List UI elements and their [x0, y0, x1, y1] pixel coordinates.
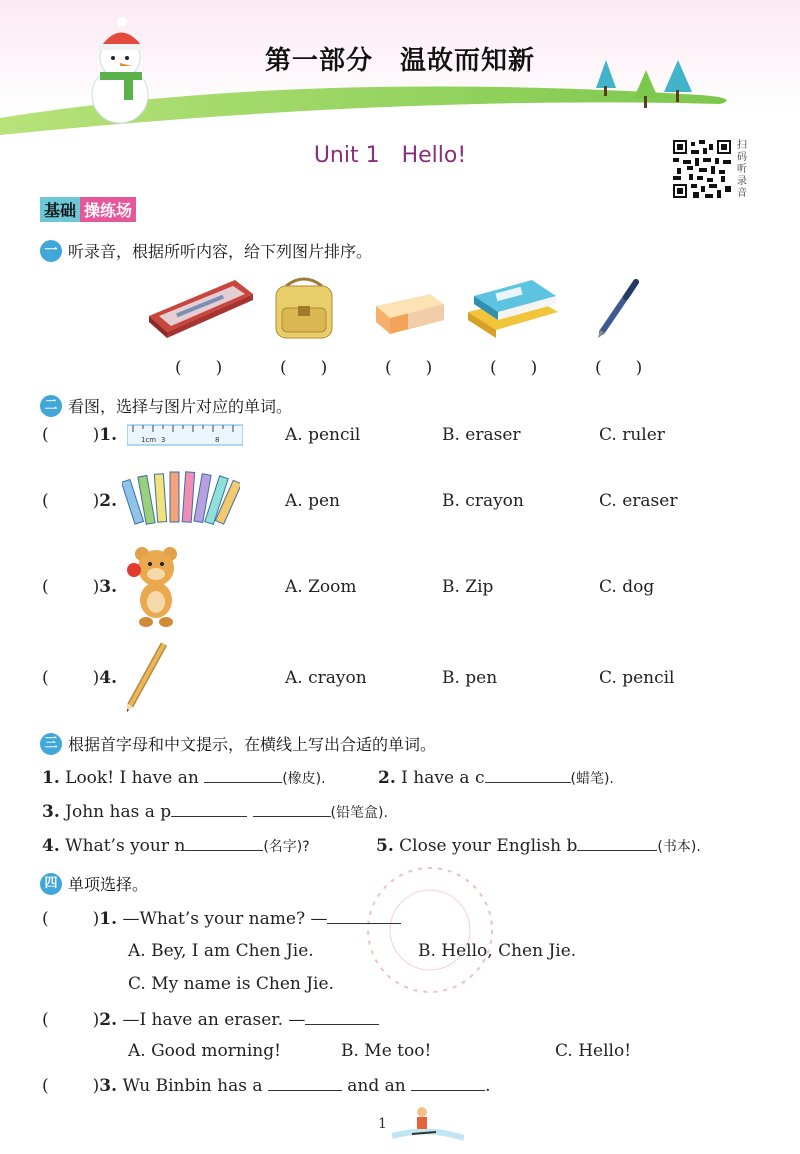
- section4-title: 单项选择。: [68, 875, 149, 894]
- option-b[interactable]: B. crayon: [442, 491, 524, 511]
- pen-image: [594, 276, 644, 340]
- option-a[interactable]: A. pen: [285, 491, 340, 511]
- option-b[interactable]: B. Zip: [442, 577, 494, 597]
- option-b[interactable]: B. Hello, Chen Jie.: [418, 941, 577, 961]
- page-number: 1: [378, 1116, 387, 1132]
- question-text: Wu Binbin has a: [122, 1076, 263, 1096]
- answer-blank[interactable]: [327, 907, 401, 924]
- option-c[interactable]: C. My name is Chen Jie.: [128, 974, 334, 994]
- question-number: 1.: [99, 909, 118, 929]
- question-text: —I have an eraser. —: [122, 1010, 306, 1030]
- section4-number: 四: [40, 873, 62, 895]
- question-text: Look! I have an: [65, 768, 199, 788]
- publisher-stamp-watermark: [355, 855, 505, 1005]
- section2-number: 二: [40, 395, 62, 417]
- qr-label-char: 听: [737, 164, 747, 175]
- question-text: —What’s your name? —: [122, 909, 328, 929]
- option-c[interactable]: C. pencil: [599, 668, 675, 688]
- basic-practice-badge: [40, 197, 136, 221]
- question-number: 2.: [99, 1010, 118, 1030]
- question-number: 4.: [99, 668, 118, 688]
- ruler-label: 3: [161, 436, 166, 444]
- answer-blank[interactable]: [411, 1074, 485, 1091]
- order-parens-5[interactable]: ( ): [595, 358, 643, 378]
- section1-number: 一: [40, 240, 62, 262]
- fill-question-4: [42, 834, 310, 856]
- unit-title: Unit 1 Hello!: [313, 143, 467, 168]
- order-parens-4[interactable]: ( ): [490, 358, 538, 378]
- answer-parens[interactable]: ( )2.: [42, 491, 118, 511]
- fill-question-2: [378, 766, 614, 788]
- section1-title: 听录音，根据所听内容，给下列图片排序。: [68, 242, 373, 261]
- question-text: Close your English b: [399, 836, 578, 856]
- answer-parens[interactable]: ( )1.: [42, 425, 118, 445]
- question-number: 3.: [99, 577, 118, 597]
- choice-question-1: ( )1. —What’s your name? —: [42, 907, 401, 929]
- section2-heading: [40, 394, 292, 417]
- question-number: 3.: [42, 802, 60, 822]
- order-parens-3[interactable]: ( ): [385, 358, 433, 378]
- option-b[interactable]: B. Me too!: [341, 1041, 432, 1061]
- question-number: 2.: [378, 768, 396, 788]
- answer-blank[interactable]: [305, 1008, 379, 1025]
- option-c[interactable]: C. ruler: [599, 425, 665, 445]
- pencil-image: [122, 640, 172, 714]
- option-b[interactable]: B. eraser: [442, 425, 521, 445]
- chinese-hint: (蜡笔).: [570, 771, 614, 787]
- chinese-hint: (书本).: [657, 839, 701, 855]
- choice-question-2: ( )2. —I have an eraser. —: [42, 1008, 379, 1030]
- question-text: What’s your n: [65, 836, 186, 856]
- schoolbag-image: [268, 276, 340, 342]
- option-c[interactable]: C. eraser: [599, 491, 678, 511]
- choice-question-3: ( )3. Wu Binbin has a and an .: [42, 1076, 491, 1096]
- chinese-hint: (名字)?: [263, 839, 310, 855]
- option-a[interactable]: A. Zoom: [285, 577, 357, 597]
- qr-label: [735, 140, 749, 200]
- question-number: 1.: [42, 768, 60, 788]
- ruler-image: [127, 424, 243, 446]
- eraser-image: [372, 290, 448, 336]
- fill-question-5: [376, 834, 701, 856]
- skier-icon: [392, 1102, 464, 1142]
- fill-question-1: [42, 766, 326, 788]
- qr-label-char: 扫: [737, 140, 747, 151]
- answer-parens[interactable]: ( )3.: [42, 577, 118, 597]
- question-number: 1.: [99, 425, 118, 445]
- qr-code-icon[interactable]: [673, 140, 731, 198]
- chinese-hint: (橡皮).: [282, 771, 326, 787]
- section1-heading: [40, 239, 372, 262]
- option-a[interactable]: A. Good morning!: [128, 1041, 281, 1061]
- question-text: John has a p: [65, 802, 172, 822]
- option-a[interactable]: A. pencil: [285, 425, 361, 445]
- option-a[interactable]: A. Bey, I am Chen Jie.: [128, 941, 314, 961]
- ruler-label: 8: [215, 436, 220, 444]
- qr-label-char: 录: [737, 176, 747, 187]
- chinese-hint: (铅笔盒).: [330, 805, 388, 821]
- section3-number: 三: [40, 733, 62, 755]
- section2-title: 看图，选择与图片对应的单词。: [68, 397, 293, 416]
- question-number: 4.: [42, 836, 60, 856]
- answer-blank[interactable]: [185, 834, 263, 851]
- qr-label-char: 音: [737, 188, 747, 199]
- answer-blank[interactable]: [253, 800, 331, 817]
- bear-zoom-image: [124, 542, 186, 628]
- option-c[interactable]: C. Hello!: [555, 1041, 632, 1061]
- question-number: 5.: [376, 836, 394, 856]
- books-image: [466, 276, 562, 340]
- order-parens-2[interactable]: ( ): [280, 358, 328, 378]
- crayons-image: [122, 466, 240, 528]
- question-text: I have a c: [401, 768, 485, 788]
- option-c[interactable]: C. dog: [599, 577, 655, 597]
- answer-blank[interactable]: [171, 800, 247, 817]
- option-b[interactable]: B. pen: [442, 668, 498, 688]
- question-number: 2.: [99, 491, 118, 511]
- answer-parens[interactable]: ( )4.: [42, 668, 118, 688]
- order-parens-1[interactable]: ( ): [175, 358, 223, 378]
- fill-question-3: [42, 800, 388, 822]
- answer-blank[interactable]: [268, 1074, 342, 1091]
- question-text: and an: [347, 1076, 406, 1096]
- ruler-label: 1cm: [141, 436, 157, 444]
- question-number: 3.: [99, 1076, 118, 1096]
- qr-label-char: 码: [737, 152, 747, 163]
- pencil-box-image: [145, 276, 257, 338]
- section3-title: 根据首字母和中文提示，在横线上写出合适的单词。: [68, 735, 437, 754]
- answer-blank[interactable]: [204, 766, 282, 783]
- answer-blank[interactable]: [485, 766, 571, 783]
- answer-blank[interactable]: [577, 834, 657, 851]
- section4-heading: [40, 872, 148, 895]
- badge-practice: 操练场: [80, 197, 136, 222]
- badge-basic: 基础: [40, 197, 80, 222]
- option-a[interactable]: A. crayon: [285, 668, 367, 688]
- part-title: 第一部分 温故而知新: [264, 46, 535, 76]
- section3-heading: [40, 732, 436, 755]
